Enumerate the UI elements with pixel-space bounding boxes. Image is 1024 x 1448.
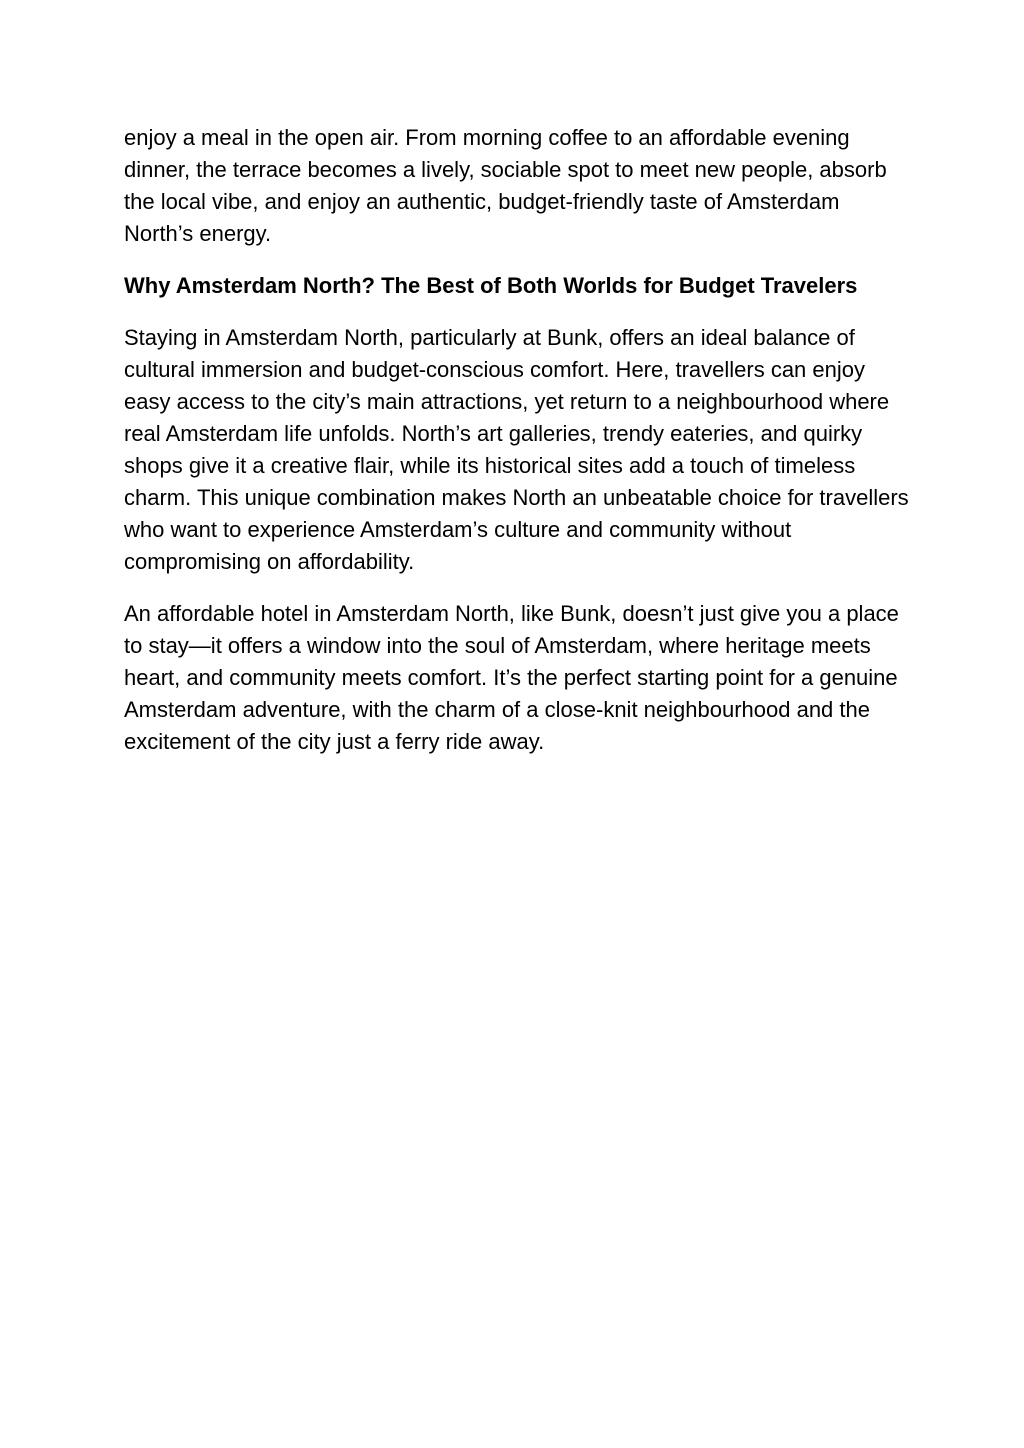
body-paragraph-1: Staying in Amsterdam North, particularly at Bunk, offers an ideal balance of cultural immersion and budget-conscious comfort. Here, travellers can enjoy easy access to the city’s main attractions, yet return to a neighbourhood where real Amsterdam life unfolds. North’s art galleries, trendy eateries, and quirky shops give it a creative flair, while its historical sites add a touch of timeless charm. This unique combination makes North an unbeatable choice for travellers who want to experience Amsterdam’s culture and community without compromising on affordability. (124, 325, 909, 574)
document-page (124, 122, 914, 778)
section-heading: Why Amsterdam North? The Best of Both Worlds for Budget Travelers (124, 273, 858, 298)
body-paragraph-2: An affordable hotel in Amsterdam North, like Bunk, doesn’t just give you a place to stay—it offers a window into the soul of Amsterdam, where heritage meets heart, and community meets comfort. It’s the perfect starting point for a genuine Amsterdam adventure, with the charm of a close-knit neighbourhood and the excitement of the city just a ferry ride away. (124, 601, 899, 754)
intro-paragraph: enjoy a meal in the open air. From morning coffee to an affordable evening dinner, the terrace becomes a lively, sociable spot to meet new people, absorb the local vibe, and enjoy an authentic, budget-friendly taste of Amsterdam North’s energy. (124, 125, 887, 246)
